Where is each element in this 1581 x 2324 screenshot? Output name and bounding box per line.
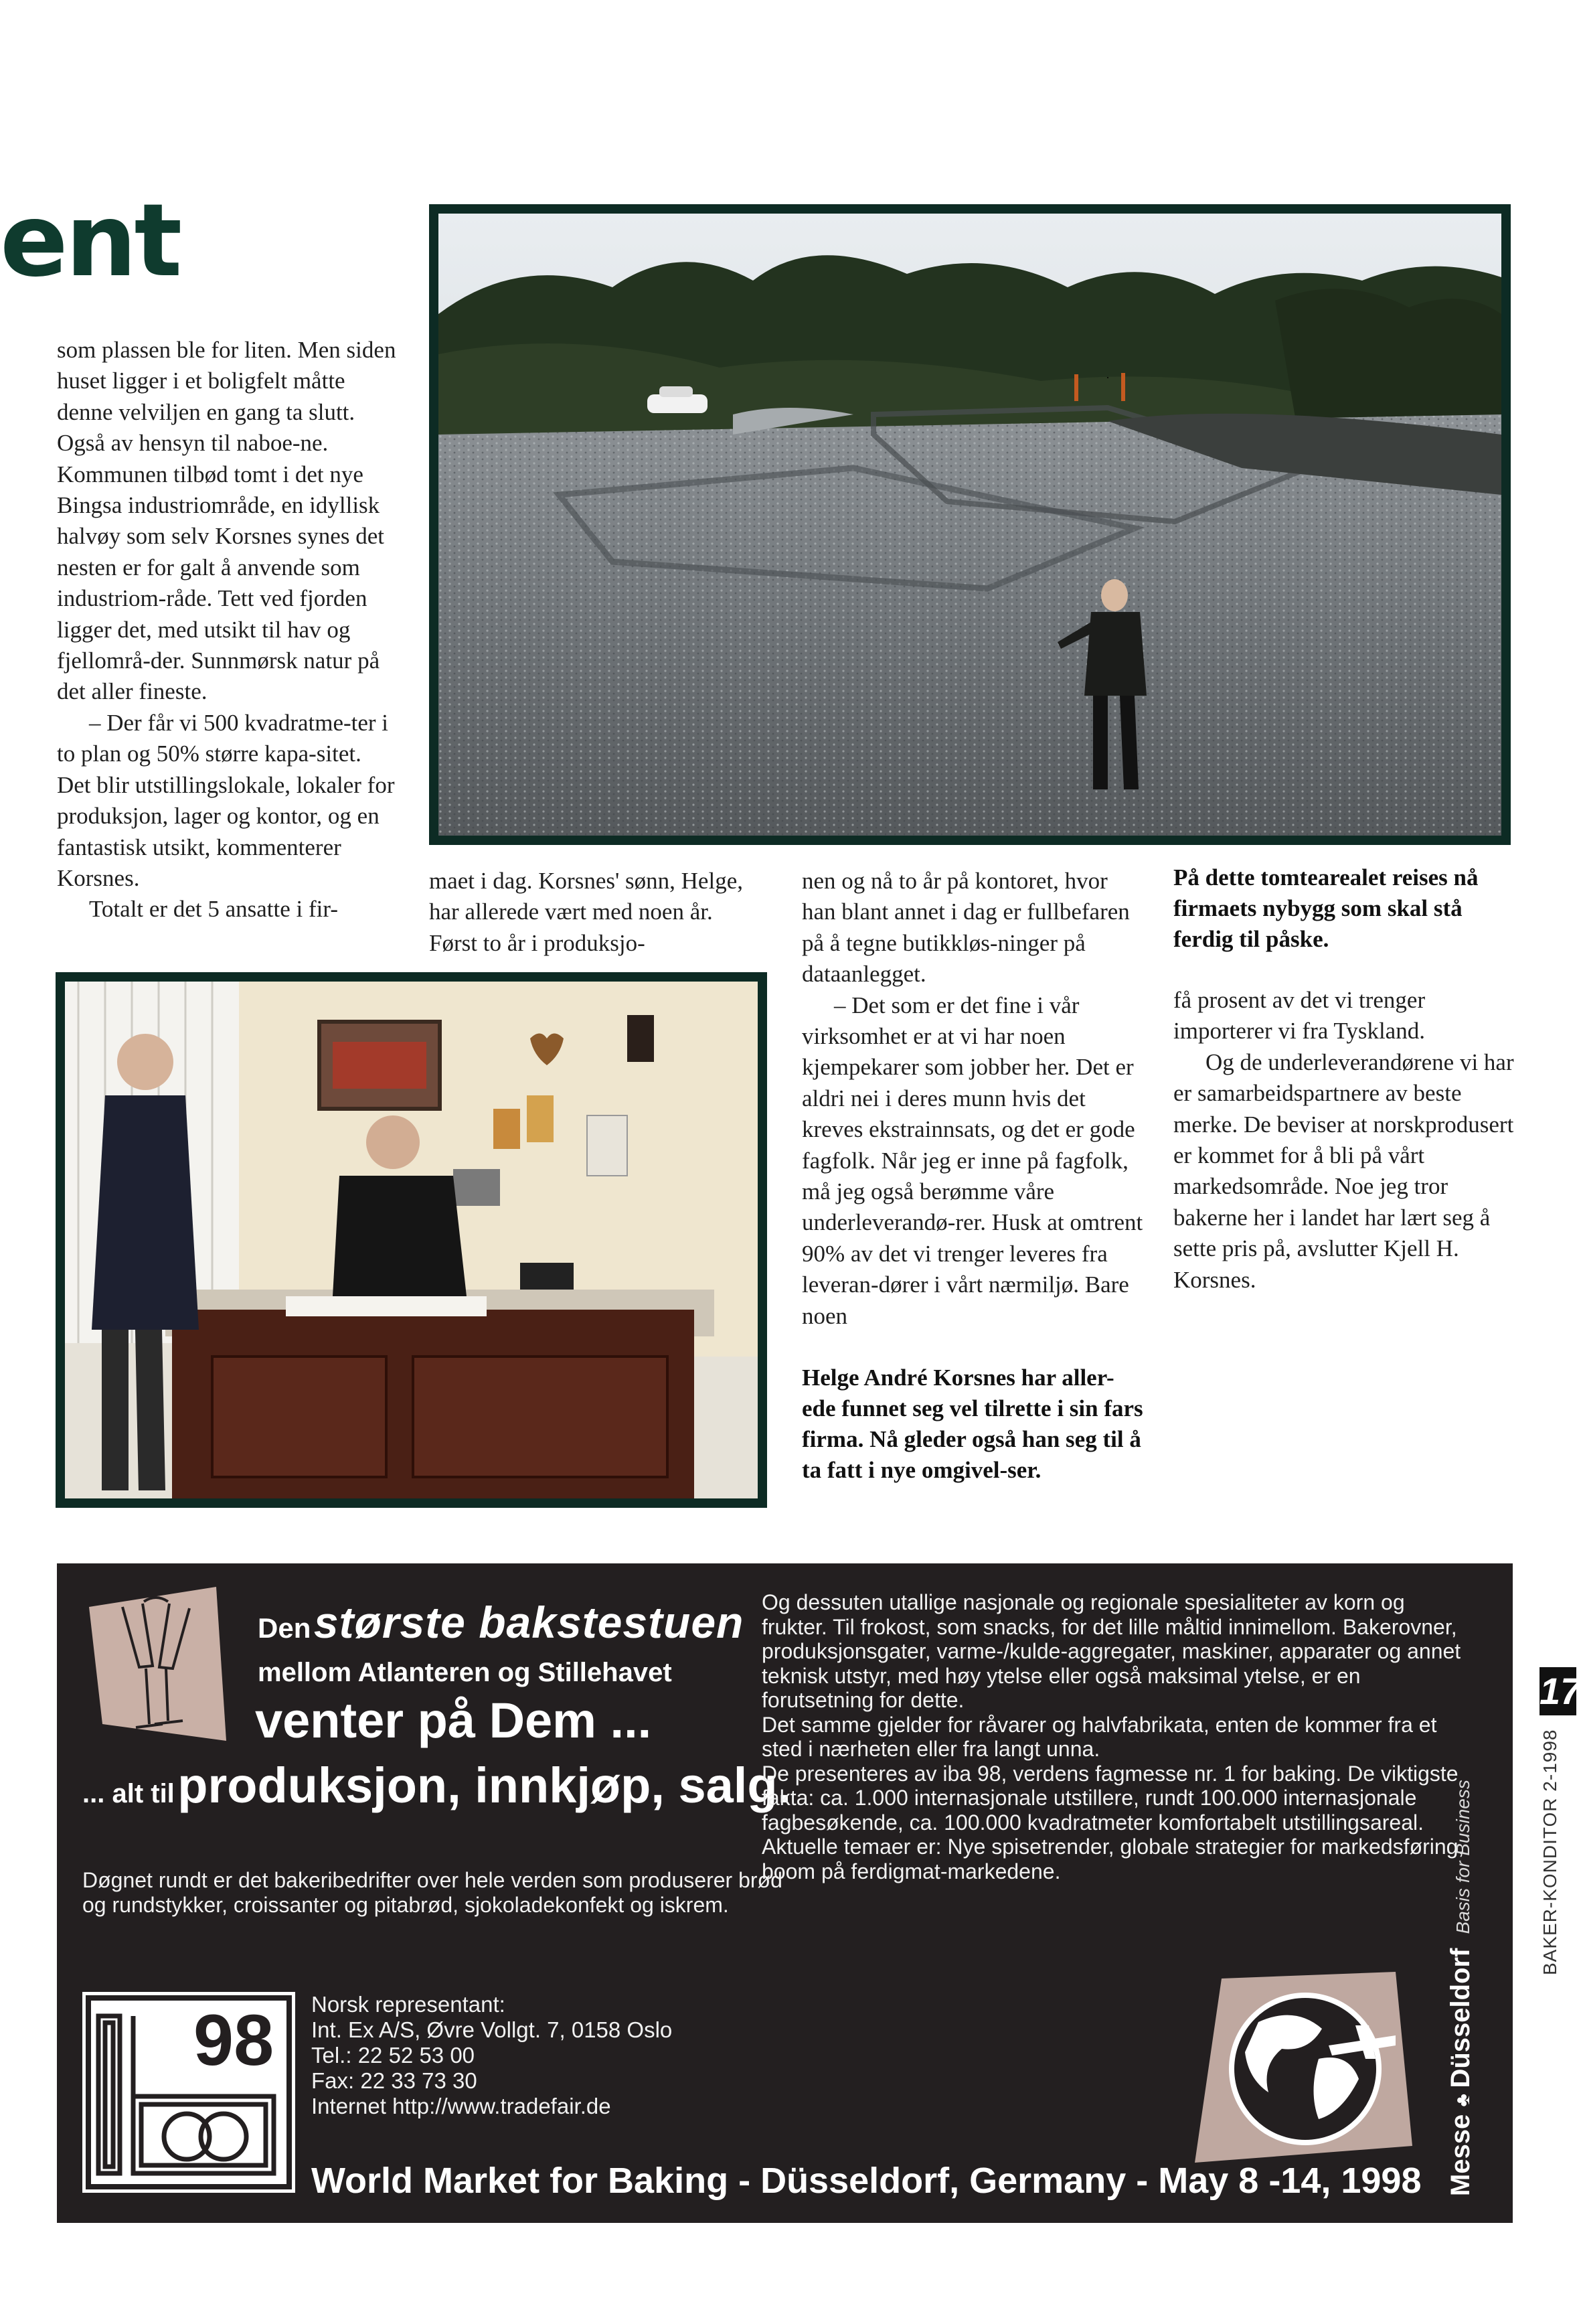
headline-alt-til: ... alt til — [82, 1779, 175, 1808]
article-column-1 — [57, 335, 398, 925]
paragraph: som plassen ble for liten. Men siden huset ligger i et boligfelt måtte denne velviljen en gang ta slutt. Også av hensyn til naboe-ne. Kommunen tilbød tomt i det nye Bingsa industriområde, en idyllisk halvøy som selv Korsnes synes det nesten er for galt å anvende som industriom-råde. Tett ved fjorden ligger det, med utsikt til hav og fjellområ-der. Sunnmørsk natur på det aller fineste. — [57, 337, 396, 705]
ad-right-text — [762, 1590, 1465, 1883]
advertisement-iba98 — [57, 1563, 1513, 2223]
ad-contact — [311, 1992, 672, 2119]
ad-intro — [82, 1868, 792, 1917]
photo-caption-office: Helge André Korsnes har aller-ede funnet seg vel tilrette i sin fars firma. Nå gleder også han seg til å ta fatt i nye omgivel-ser. — [802, 1365, 1143, 1483]
globe-airplane-icon — [1195, 1972, 1416, 2166]
page-number-tab — [1540, 1667, 1581, 1715]
paragraph: maet i dag. Korsnes' sønn, Helge, har allerede vært med noen år. Først to år i produksjo- — [429, 868, 743, 956]
page-number: 17 — [1540, 1670, 1581, 1712]
paragraph: Og de underleverandørene vi har er samarbeidspartnere av beste merke. De beviser at norskprodusert er kommet for å bli på vårt markedsområde. Noe jeg tror bakerne her i landet har lært seg å sette pris på, avslutter Kjell H. Korsnes. — [1173, 1049, 1514, 1293]
column-4-body — [1173, 985, 1515, 1296]
paragraph: – Det som er det fine i vår virksomhet er at vi har noen kjempekarer som jobber her. Det er aldri nei i deres munn hvis det kreves ekstrainnsats, og det er gode fagfolk. Når jeg er inne på fagfolk, må jeg også berømme våre underleverandø-rer. Husk at omtrent 90% av det vi trenger leveres fra leveran-dører i vårt nærmiljø. Bare noen — [802, 992, 1143, 1329]
contact-internet: Internet http://www.tradefair.de — [311, 2094, 611, 2118]
contact-fax: Fax: 22 33 73 30 — [311, 2068, 477, 2093]
headline-den: Den — [258, 1612, 311, 1644]
photo-office — [56, 972, 767, 1508]
headline-storste: største bakstestuen — [313, 1598, 744, 1647]
headline-fragment: ent — [0, 183, 180, 299]
contact-company: Int. Ex A/S, Øvre Vollgt. 7, 0158 Oslo — [311, 2017, 673, 2042]
messe-duesseldorf-logo — [1446, 1780, 1476, 2196]
paragraph: få prosent av det vi trenger importerer vi fra Tyskland. — [1173, 987, 1426, 1044]
messe-symbol-icon: ♣ — [1452, 2088, 1474, 2107]
iba98-logo — [82, 1992, 295, 2193]
champagne-glasses-icon — [82, 1587, 233, 1748]
paragraph: – Der får vi 500 kvadratme-ter i to plan og 50% større kapa-sitet. Det blir utstillingslokale, lokaler for produksjon, lager og kontor, og en fantastisk utsikt, kommenterer Korsnes. — [57, 709, 395, 891]
headline-mellom: mellom Atlanteren og Stillehavet — [258, 1658, 672, 1687]
paragraph: nen og nå to år på kontoret, hvor han blant annet i dag er fullbefaren på å tegne butikkløs-ninger på dataanlegget. — [802, 868, 1130, 988]
messe-brand: Messe — [1446, 2114, 1475, 2196]
ad-intro-text: Døgnet rundt er det bakeribedrifter over hele verden som produserer brød og rundstykker, croissanter og pitabrød, sjokoladekonfekt og iskrem. — [82, 1868, 782, 1917]
article-column-4 — [1173, 862, 1515, 1296]
ad-paragraph: Og dessuten utallige nasjonale og regionale spesialiteter av korn og frukter. Til frokost, som snacks, for det lille måltid innimellom. Bakerovner, produksjonsgater, varme-/kulde-aggregater, maskiner, apparater og annet teknisk utstyr, med høy ytelse eller også maksimal ytelse, er en forutsetning for dette. — [762, 1590, 1461, 1712]
ad-paragraph: Det samme gjelder for råvarer og halvfabrikata, enten de kommer fra et sted i nærheten eller fra langt unna. — [762, 1712, 1437, 1761]
headline-venter: venter på Dem ... — [255, 1693, 652, 1748]
article-column-3 — [802, 866, 1143, 1332]
messe-tagline: Basis for Business — [1452, 1780, 1473, 1934]
contact-tel: Tel.: 22 52 53 00 — [311, 2043, 475, 2068]
headline-group — [258, 1598, 744, 1647]
paragraph: Totalt er det 5 ansatte i fir- — [89, 896, 338, 923]
magazine-title-vertical: BAKER-KONDITOR 2-1998 — [1540, 1729, 1560, 1975]
photo-building-site — [429, 204, 1511, 845]
messe-city: Düsseldorf — [1446, 1948, 1475, 2088]
headline-produksjon — [82, 1758, 792, 1813]
contact-label: Norsk representant: — [311, 1992, 505, 2017]
headline-prod: produksjon, innkjøp, salg. — [177, 1758, 792, 1813]
article-column-2 — [429, 866, 744, 959]
ad-footer: World Market for Baking - Düsseldorf, Germany - May 8 -14, 1998 — [311, 2161, 1422, 2201]
photo-caption-site: På dette tomtearealet reises nå firmaets nybygg som skal stå ferdig til påske. — [1173, 864, 1479, 952]
logo-number: 98 — [193, 1999, 274, 2080]
ad-paragraph: De presenteres av iba 98, verdens fagmesse nr. 1 for baking. De viktigste fakta: ca. 1.000 internasjonale utstillere, rundt 100.000 internasjonale fagbesøkende, ca. 100.000 kvadratmeter komfortabelt utstillingsareal. Aktuelle temaer er: Nye spisetrender, globale strategier for markedsføring, boom på ferdigmat-markedene. — [762, 1761, 1465, 1883]
